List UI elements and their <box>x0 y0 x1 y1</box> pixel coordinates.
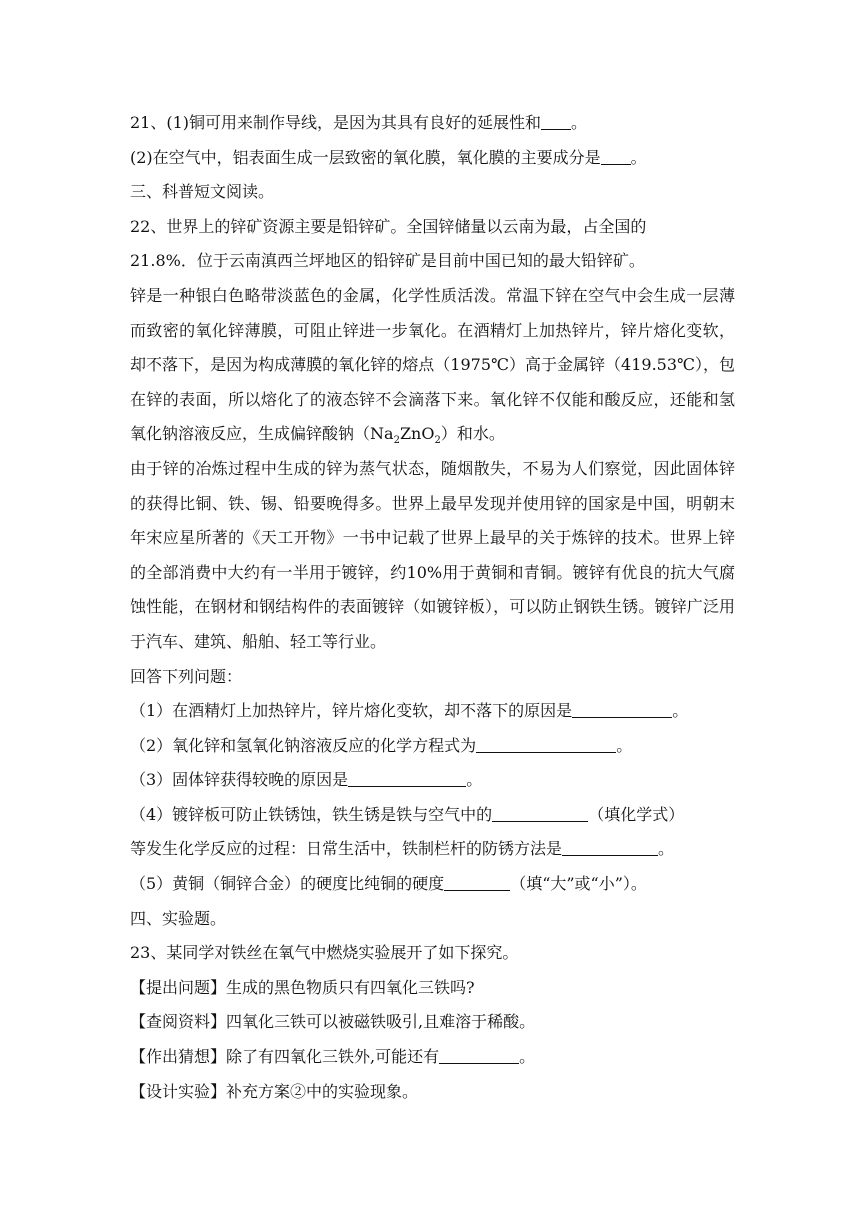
answer-blank <box>439 1044 519 1064</box>
answer-blank <box>444 871 510 891</box>
q21-part1-end: 。 <box>571 113 588 132</box>
q22-sub4-line2 <box>130 832 735 867</box>
formula-part: ZnO <box>399 424 435 444</box>
sub-question-note: （填化学式） <box>588 804 685 824</box>
q21-part2-end: 。 <box>630 147 647 167</box>
answer-blank <box>562 836 658 856</box>
q21-part1-text: 21、(1)铜可用来制作导线，是因为其具有良好的延展性和 <box>130 113 542 132</box>
q22-line1: 22、世界上的锌矿资源主要是铅锌矿。全国锌储量以云南为最，占全国的 <box>130 216 647 236</box>
sub-question-text: （5）黄铜（铜锌合金）的硬度比纯铜的硬度 <box>130 874 445 894</box>
formula-subscript: 2 <box>434 435 441 447</box>
answer-blank <box>348 767 466 787</box>
sub-question-text: （2）氧化锌和氢氧化钠溶液反应的化学方程式为 <box>130 735 477 755</box>
sub-question-note: （填“大”或“小”）。 <box>510 874 647 894</box>
q23-lookup: 【查阅资料】四氧化三铁可以被磁铁吸引,且难溶于稀酸。 <box>130 1012 536 1032</box>
q22-paragraph-zinc-history: 由于锌的冶炼过程中生成的锌为蒸气状态，随烟散失，不易为人们察觉，因此固体锌的获得比铜、铁、锡、铅要晚得多。世界上最早发现并使用锌的国家是中国，明朝末年宋应星所著的《天工开物》一书中记载了世界上最早的关于炼锌的技术。世界上锌的全部消费中大约有一半用于镀锌，约10%用于黄铜和青铜。镀锌有优良的抗大气腐蚀性能，在钢材和钢结构件的表面镀锌（如镀锌板），可以防止钢铁生锈。镀锌广泛用于汽车、建筑、船舶、轻工等行业。 <box>130 458 735 651</box>
answer-blank <box>476 733 616 753</box>
answer-blank <box>601 145 631 165</box>
q21-part1 <box>130 106 735 141</box>
q23-guess <box>130 1040 735 1075</box>
paragraph-tail: ）和水。 <box>440 424 505 444</box>
sub-question-end: 。 <box>658 839 675 859</box>
formula-subscript: 2 <box>393 435 400 447</box>
q22-sub4-line1 <box>130 798 735 833</box>
sub-question-text: （4）镀锌板可防止铁锈蚀，铁生锈是铁与空气中的 <box>130 804 493 824</box>
sub-question-text: （1）在酒精灯上加热锌片，锌片熔化变软，却不落下的原因是 <box>130 701 573 721</box>
formula-part: Na <box>370 424 394 444</box>
guess-end: 。 <box>519 1047 536 1067</box>
q23-design: 【设计实验】补充方案②中的实验现象。 <box>130 1081 419 1101</box>
q21-part2 <box>130 141 735 176</box>
sub-question-end: 。 <box>616 735 633 755</box>
document-page <box>130 106 735 1109</box>
answer-intro: 回答下列问题： <box>130 666 243 686</box>
sub-question-text: 等发生化学反应的过程：日常生活中，铁制栏杆的防锈方法是 <box>130 839 563 859</box>
answer-blank <box>572 698 672 718</box>
q22-sub5 <box>130 867 735 902</box>
section-heading-4: 四、实验题。 <box>130 908 227 928</box>
q23-ask: 【提出问题】生成的黑色物质只有四氧化三铁吗? <box>130 977 475 997</box>
sub-question-end: 。 <box>672 701 689 721</box>
q22-sub2 <box>130 729 735 764</box>
paragraph-text: 锌是一种银白色略带淡蓝色的金属，化学性质活泼。常温下锌在空气中会生成一层薄而致密的氧化锌薄膜，可阻止锌进一步氧化。在酒精灯上加热锌片，锌片熔化变软，却不落下，是因为构成薄膜的氧化锌的熔点（1975℃）高于金属锌（419.53℃），包在锌的表面，所以熔化了的液态锌不会滴落下来。氧化锌不仅能和酸反应，还能和氢氧化钠溶液反应，生成偏锌酸钠（ <box>130 285 735 444</box>
answer-blank <box>492 802 588 822</box>
q22-sub1 <box>130 694 735 729</box>
q22-paragraph-zinc-properties <box>130 279 735 452</box>
q22-line2: 21.8%．位于云南滇西兰坪地区的铅锌矿是目前中国已知的最大铅锌矿。 <box>130 251 645 271</box>
answer-blank <box>541 110 571 130</box>
guess-text: 【作出猜想】除了有四氧化三铁外,可能还有 <box>130 1047 440 1067</box>
q21-part2-text: (2)在空气中，铝表面生成一层致密的氧化膜，氧化膜的主要成分是 <box>130 147 601 167</box>
sub-question-end: 。 <box>466 770 483 790</box>
section-heading-3: 三、科普短文阅读。 <box>130 182 275 202</box>
q22-sub3 <box>130 763 735 798</box>
sub-question-text: （3）固体锌获得较晚的原因是 <box>130 770 349 790</box>
q23-intro: 23、某同学对铁丝在氧气中燃烧实验展开了如下探究。 <box>130 943 519 963</box>
